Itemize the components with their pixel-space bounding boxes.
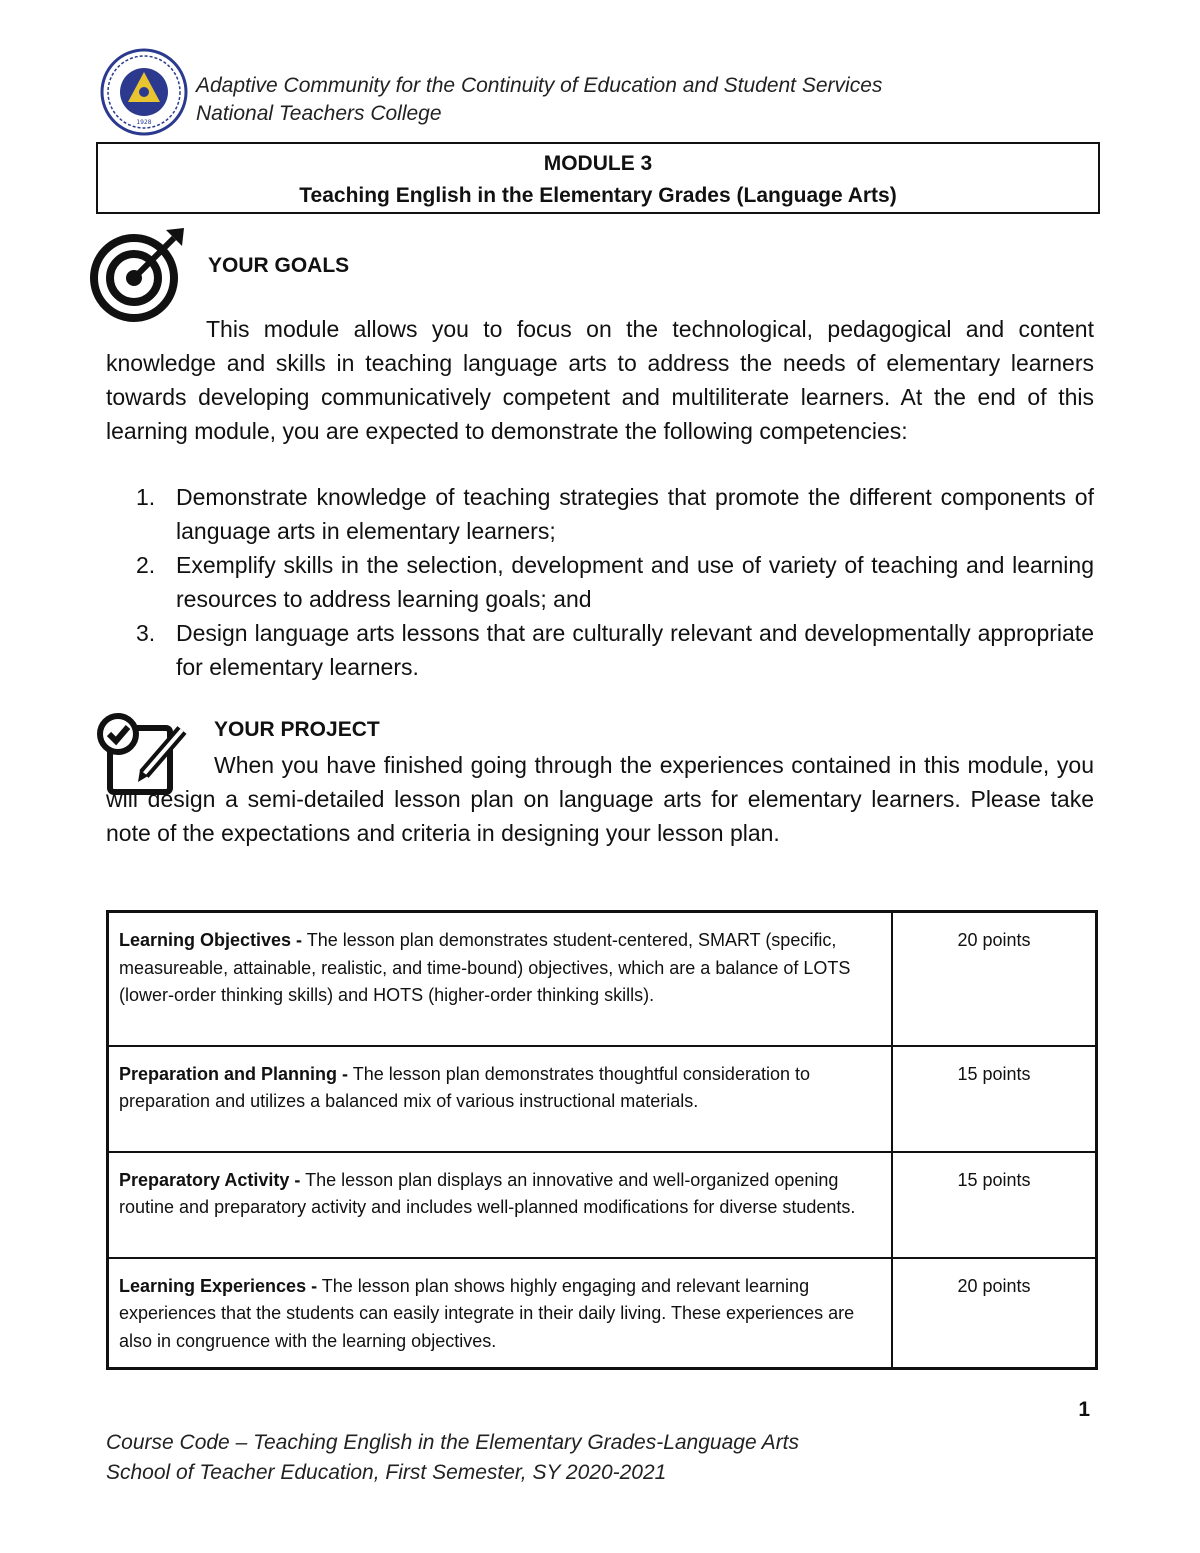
- criterion-name: Preparation and Planning -: [119, 1063, 349, 1084]
- criterion-cell: [108, 1258, 893, 1369]
- module-subject: Teaching English in the Elementary Grades (Language Arts): [299, 184, 897, 207]
- rubric-table: [106, 910, 1098, 1370]
- footer-line-1: Course Code – Teaching English in the Elementary Grades-Language Arts: [106, 1431, 800, 1454]
- target-arrow-icon: [88, 220, 192, 324]
- criterion-description: The lesson plan shows highly engaging and relevant learning experiences that the students can easily integrate in their daily living. These experiences are also in congruence with the learning objectives.: [119, 1275, 855, 1351]
- header-line-2: National Teachers College: [196, 102, 442, 125]
- criterion-name: Learning Experiences -: [119, 1275, 318, 1296]
- project-heading: YOUR PROJECT: [214, 718, 380, 741]
- list-item: [106, 548, 1094, 616]
- criterion-description: The lesson plan demonstrates student-centered, SMART (specific, measureable, attainable, realistic, and time-bound) objectives, which are a balance of LOTS (lower-order thinking skills) and HOTS (higher-order thinking skills).: [119, 930, 851, 1005]
- criterion-description: The lesson plan displays an innovative and well-organized opening routine and preparatory activity and includes well-planned modifications for diverse students.: [119, 1169, 856, 1217]
- table-row: [108, 1046, 1097, 1152]
- module-number: MODULE 3: [543, 152, 653, 175]
- list-item-number: 1.: [136, 484, 156, 510]
- list-item-text: Exemplify skills in the selection, development and use of variety of teaching and learning resources to address learning goals; and: [176, 552, 1094, 612]
- project-text: When you have finished going through the experiences contained in this module, you will design a semi-detailed lesson plan on language arts for elementary learners. Please take note of the expectations and criteria in designing your lesson plan.: [106, 752, 1094, 846]
- criterion-name: Learning Objectives -: [119, 930, 303, 950]
- college-seal-logo: [100, 48, 188, 136]
- goals-heading: YOUR GOALS: [208, 254, 350, 277]
- points-cell: 20 points: [892, 1258, 1097, 1369]
- competencies-list: [106, 480, 1094, 684]
- list-item-number: 2.: [136, 552, 156, 578]
- footer: [106, 1428, 799, 1488]
- list-item-text: Design language arts lessons that are culturally relevant and developmentally appropriate for elementary learners.: [176, 620, 1094, 680]
- table-row: [108, 912, 1097, 1046]
- header-text: [196, 72, 882, 128]
- points-cell: 20 points: [892, 912, 1097, 1046]
- criterion-description: The lesson plan demonstrates thoughtful consideration to preparation and utilizes a balanced mix of various instructional materials.: [119, 1063, 810, 1111]
- list-item: [106, 480, 1094, 548]
- footer-line-2: School of Teacher Education, First Semester, SY 2020-2021: [106, 1461, 667, 1484]
- criterion-cell: [108, 1046, 893, 1152]
- list-item-number: 3.: [136, 620, 156, 646]
- points-cell: 15 points: [892, 1152, 1097, 1258]
- table-row: [108, 1258, 1097, 1369]
- header-line-1: Adaptive Community for the Continuity of Education and Student Services: [196, 74, 883, 97]
- list-item-text: Demonstrate knowledge of teaching strategies that promote the different components of language arts in elementary learners;: [176, 484, 1094, 544]
- page-number: 1: [1078, 1398, 1090, 1421]
- points-cell: 15 points: [892, 1046, 1097, 1152]
- svg-text:1928: 1928: [136, 119, 152, 126]
- list-item: [106, 616, 1094, 684]
- project-description: [106, 748, 1094, 850]
- criterion-cell: [108, 912, 893, 1046]
- goals-intro: This module allows you to focus on the technological, pedagogical and content knowledge and skills in teaching language arts to address the needs of elementary learners towards developing communicatively competent and multiliterate learners. At the end of this learning module, you are expected to demonstrate the following competencies:: [106, 316, 1094, 444]
- table-row: [108, 1152, 1097, 1258]
- criterion-cell: [108, 1152, 893, 1258]
- module-title-box: [96, 142, 1100, 214]
- criterion-name: Preparatory Activity -: [119, 1169, 301, 1190]
